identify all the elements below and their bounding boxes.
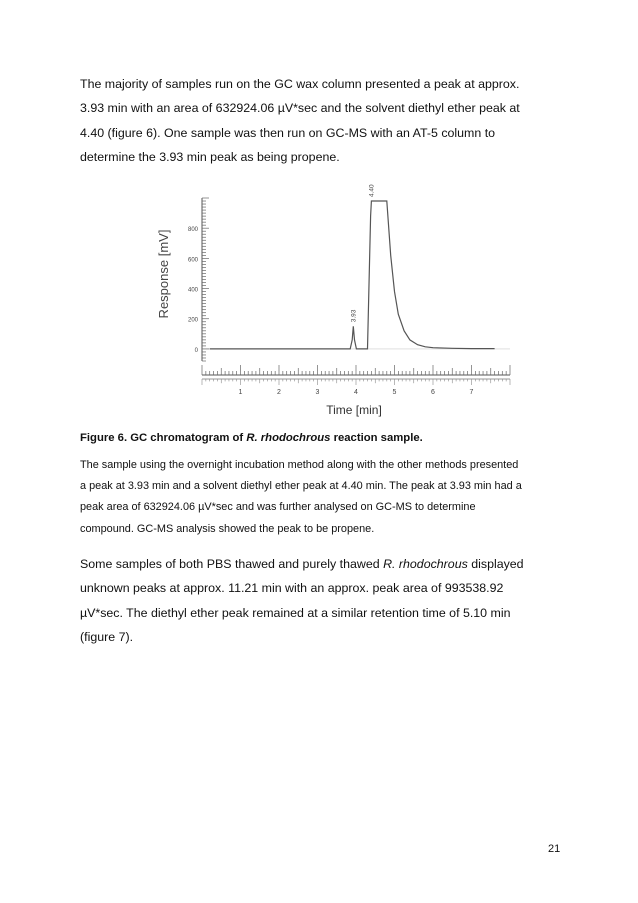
x-tick-label: 6 bbox=[431, 389, 435, 396]
caption-suffix: reaction sample. bbox=[330, 432, 423, 444]
chart-axes bbox=[202, 198, 510, 379]
y-tick-label: 0 bbox=[194, 347, 198, 354]
chromatogram-trace bbox=[210, 201, 495, 349]
y-axis-label: Response [mV] bbox=[156, 229, 171, 319]
results-species: R. rhodochrous bbox=[383, 557, 468, 571]
gc-chromatogram-figure bbox=[150, 176, 520, 421]
results-line-1-pre: Some samples of both PBS thawed and purely thawed bbox=[80, 557, 384, 571]
peak-label: 3.93 bbox=[350, 309, 358, 323]
caption-line-1: The sample using the overnight incubation method along with the other methods presented bbox=[80, 459, 519, 471]
caption-prefix: Figure 6. GC chromatogram of bbox=[80, 432, 247, 444]
chart-ticks bbox=[188, 198, 510, 396]
peak-label: 4.40 bbox=[368, 184, 376, 198]
results-line-2: unknown peaks at approx. 11.21 min with an approx. peak area of 993538.92 bbox=[80, 581, 504, 596]
y-tick-label: 400 bbox=[187, 287, 198, 294]
y-tick-label: 200 bbox=[187, 317, 198, 324]
intro-paragraph bbox=[80, 72, 570, 169]
figure-caption-title bbox=[80, 432, 580, 444]
results-paragraph bbox=[80, 552, 570, 649]
gc-chromatogram-chart bbox=[150, 176, 520, 421]
intro-line-3: 4.40 (figure 6). One sample was then run on GC-MS with an AT-5 column to bbox=[80, 125, 496, 140]
caption-line-2: a peak at 3.93 min and a solvent diethyl ether peak at 4.40 min. The peak at 3.93 min had a bbox=[80, 480, 522, 493]
results-line-1-post: displayed bbox=[467, 557, 524, 571]
caption-line-3: peak area of 632924.06 µV*sec and was further analysed on GC-MS to determine bbox=[80, 501, 476, 514]
x-axis-label: Time [min] bbox=[326, 403, 382, 417]
intro-line-2: 3.93 min with an area of 632924.06 µV*sec and the solvent diethyl ether peak at bbox=[80, 101, 520, 116]
results-line-1 bbox=[80, 552, 570, 576]
x-tick-label: 3 bbox=[315, 389, 320, 396]
x-tick-label: 1 bbox=[238, 389, 243, 396]
x-tick-label: 7 bbox=[469, 389, 474, 396]
x-tick-label: 4 bbox=[354, 389, 358, 396]
caption-species: R. rhodochrous bbox=[246, 432, 331, 444]
intro-line-4: determine the 3.93 min peak as being propene. bbox=[80, 149, 340, 164]
results-line-4: (figure 7). bbox=[80, 629, 134, 644]
chart-trace-layer bbox=[210, 184, 495, 349]
x-tick-label: 5 bbox=[392, 389, 397, 396]
page-number: 21 bbox=[548, 843, 561, 855]
y-tick-label: 600 bbox=[187, 257, 198, 264]
y-tick-label: 800 bbox=[187, 227, 198, 234]
x-tick-label: 2 bbox=[277, 389, 281, 396]
figure-caption-body bbox=[80, 455, 570, 540]
caption-line-4: compound. GC-MS analysis showed the peak to be propene. bbox=[80, 522, 375, 535]
results-line-3: µV*sec. The diethyl ether peak remained at a similar retention time of 5.10 min bbox=[80, 605, 511, 620]
intro-line-1: The majority of samples run on the GC wax column presented a peak at approx. bbox=[80, 77, 520, 91]
